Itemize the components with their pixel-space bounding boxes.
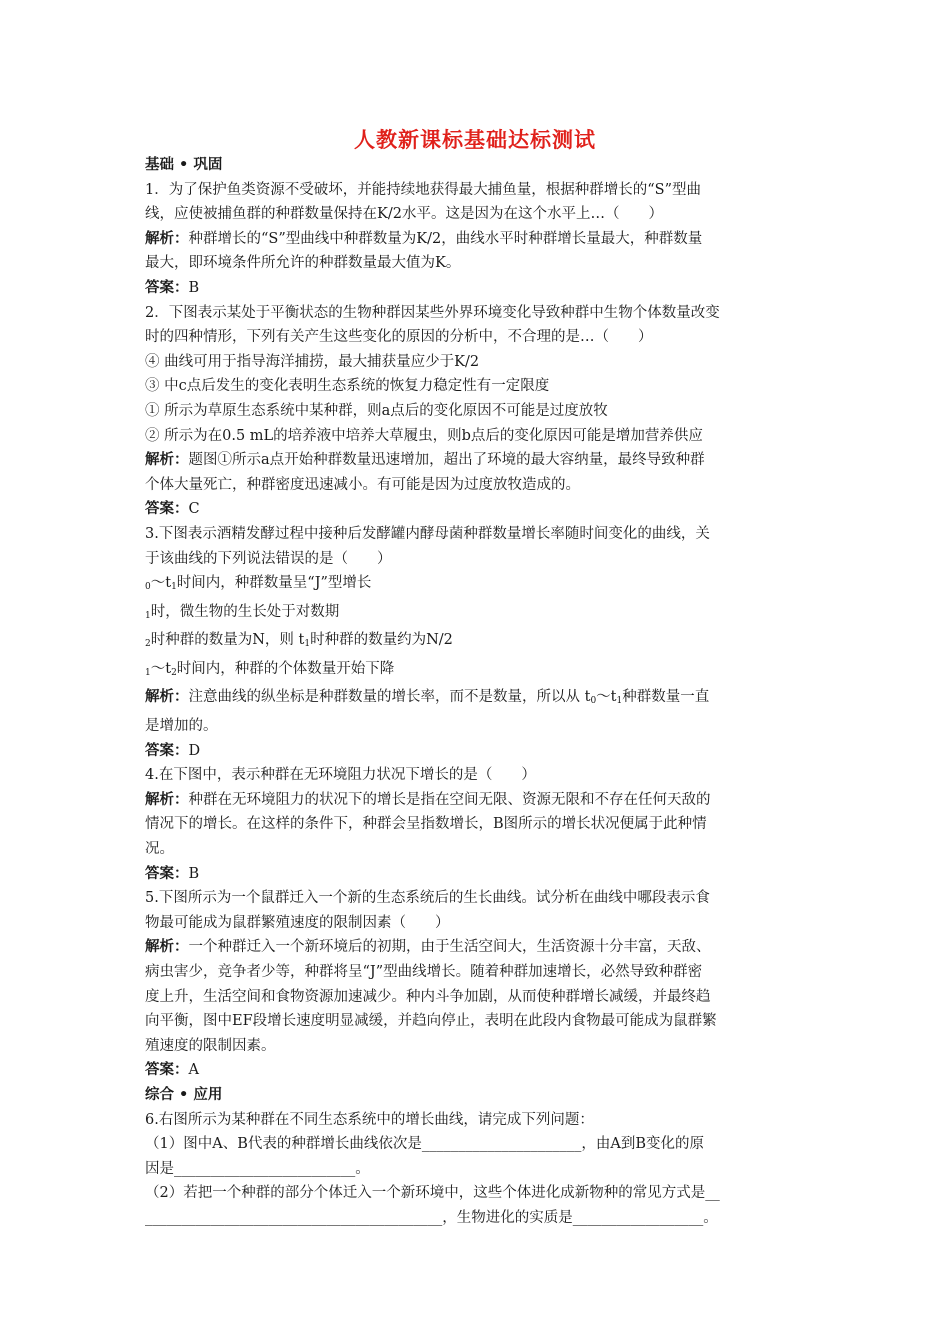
analysis-label: 解析：	[145, 230, 189, 247]
answer-blank: _________________________	[174, 1160, 356, 1177]
question-2-option-3: ① 所示为草原生态系统中某种群，则a点后的变化原因不可能是过度放牧	[145, 402, 608, 419]
question-3-stem-line-1: 3.下图表示酒精发酵过程中接种后发酵罐内酵母菌种群数量增长率随时间变化的曲线，关	[145, 525, 710, 542]
answer-label: 答案：	[145, 279, 189, 296]
question-5-analysis-line-5: 殖速度的限制因素。	[145, 1037, 276, 1054]
question-5-analysis-line-2: 病虫害少，竞争者少等，种群将呈“J”型曲线增长。随着种群加速增长，必然导致种群密	[145, 964, 703, 980]
question-4-analysis-line-1: 解析：种群在无环境阻力的状况下的增长是指在空间无限、资源无限和不存在任何天敌的	[145, 791, 711, 808]
question-5-stem-line-2: 物最可能成为鼠群繁殖速度的限制因素（ ）	[145, 914, 450, 931]
answer-blank: _________________________________________	[145, 1209, 443, 1226]
question-1-stem-line-2: 线，应使被捕鱼群的种群数量保持在K/2水平。这是因为在这个水平上…（ ）	[145, 206, 663, 223]
answer-label: 答案：	[145, 742, 189, 759]
question-6-part-1-line-1: （1）图中A、B代表的种群增长曲线依次是______________________，由A到B变化的原	[145, 1136, 704, 1153]
analysis-label: 解析：	[145, 791, 189, 808]
question-5-analysis-line-3: 度上升，生活空间和食物资源加速减少。种内斗争加剧，从而使种群增长减缓，并最终趋	[145, 988, 711, 1005]
question-2-stem-line-1: 2．下图表示某处于平衡状态的生物种群因某些外界环境变化导致种群中生物个体数量改变	[145, 304, 720, 321]
question-4-stem: 4.在下图中，表示种群在无环境阻力状况下增长的是（ ）	[145, 767, 536, 784]
answer-label: 答案：	[145, 501, 189, 518]
question-3-option-1: $_0\sim t_1$时间内，种群数量呈“J”型增长	[145, 575, 372, 593]
question-2-option-1: ④ 曲线可用于指导海洋捕捞，最大捕获量应少于K/2	[145, 353, 480, 370]
document-body	[145, 153, 810, 1231]
question-6-part-1-line-2: 因是_________________________。	[145, 1160, 370, 1177]
question-5-analysis-line-4: 向平衡，图中EF段增长速度明显减缓，并趋向停止，表明在此段内食物最可能成为鼠群繁	[145, 1013, 717, 1030]
analysis-label: 解析：	[145, 452, 189, 469]
question-2-analysis-line-2: 个体大量死亡，种群密度迅速减小。有可能是因为过度放牧造成的。	[145, 476, 580, 493]
answer-label: 答案：	[145, 1062, 189, 1079]
question-2-stem-line-2: 时的四种情形，下列有关产生这些变化的原因的分析中，不合理的是…（ ）	[145, 329, 653, 346]
analysis-label: 解析：	[145, 689, 189, 706]
question-5-answer: 答案：A	[145, 1062, 199, 1079]
question-2-analysis-line-1: 解析：题图①所示a点开始种群数量迅速增加，超出了环境的最大容纳量，最终导致种群	[145, 452, 705, 469]
question-1-stem-line-1: 1．为了保护鱼类资源不受破坏，并能持续地获得最大捕鱼量，根据种群增长的“S”型曲	[145, 181, 701, 198]
question-6-part-2-line-2: _________________________________________，生物进化的实质是__________________。	[145, 1209, 718, 1226]
answer-blank: __	[705, 1185, 720, 1202]
question-4-analysis-line-2: 情况下的增长。在这样的条件下，种群会呈指数增长，B图所示的增长状况便属于此种情	[145, 816, 707, 833]
question-2-option-2: ③ 中c点后发生的变化表明生态系统的恢复力稳定性有一定限度	[145, 378, 550, 395]
question-6-part-2-line-1: （2）若把一个种群的部分个体迁入一个新环境中，这些个体进化成新物种的常见方式是__	[145, 1185, 720, 1202]
section-heading-basic: 基础 • 巩固	[145, 157, 223, 173]
answer-blank: __________________	[572, 1209, 704, 1226]
question-1-analysis-line-2: 最大，即环境条件所允许的种群数量最大值为K。	[145, 255, 461, 272]
question-6-stem: 6.右图所示为某种群在不同生态系统中的增长曲线，请完成下列问题：	[145, 1111, 594, 1128]
question-3-option-2: $_1$时，微生物的生长处于对数期	[145, 603, 340, 621]
question-3-analysis-line-1: 解析：注意曲线的纵坐标是种群数量的增长率，而不是数量，所以从 $t_0\sim t_1$种群数量一直	[145, 689, 710, 707]
question-5-analysis-line-1: 解析：一个种群迁入一个新环境后的初期，由于生活空间大，生活资源十分丰富，天敌、	[145, 939, 711, 956]
question-5-stem-line-1: 5.下图所示为一个鼠群迁入一个新的生态系统后的生长曲线。试分析在曲线中哪段表示食	[145, 890, 710, 907]
section-heading-applied: 综合 • 应用	[145, 1086, 223, 1103]
question-3-stem-line-2: 于该曲线的下列说法错误的是（ ）	[145, 550, 392, 567]
answer-blank: ______________________	[421, 1136, 582, 1153]
question-3-option-3: $_2$时种群的数量为N，则 $t_1$时种群的数量约为N/2	[145, 632, 453, 650]
answer-label: 答案：	[145, 865, 189, 882]
question-3-answer: 答案：D	[145, 742, 201, 759]
analysis-label: 解析：	[145, 939, 189, 956]
question-3-option-4: $_1\sim t_2$时间内，种群的个体数量开始下降	[145, 660, 395, 678]
question-1-analysis-line-1: 解析：种群增长的“S”型曲线中种群数量为K/2，曲线水平时种群增长量最大，种群数量	[145, 230, 703, 247]
question-2-option-4: ② 所示为在0.5 mL的培养液中培养大草履虫，则b点后的变化原因可能是增加营养供应	[145, 427, 703, 444]
question-4-answer: 答案：B	[145, 865, 200, 882]
question-2-answer: 答案：C	[145, 501, 200, 518]
question-4-analysis-line-3: 况。	[145, 841, 174, 858]
page-title: 人教新课标基础达标测试	[354, 128, 596, 152]
question-1-answer: 答案：B	[145, 279, 200, 296]
question-3-analysis-line-2: 是增加的。	[145, 718, 218, 735]
